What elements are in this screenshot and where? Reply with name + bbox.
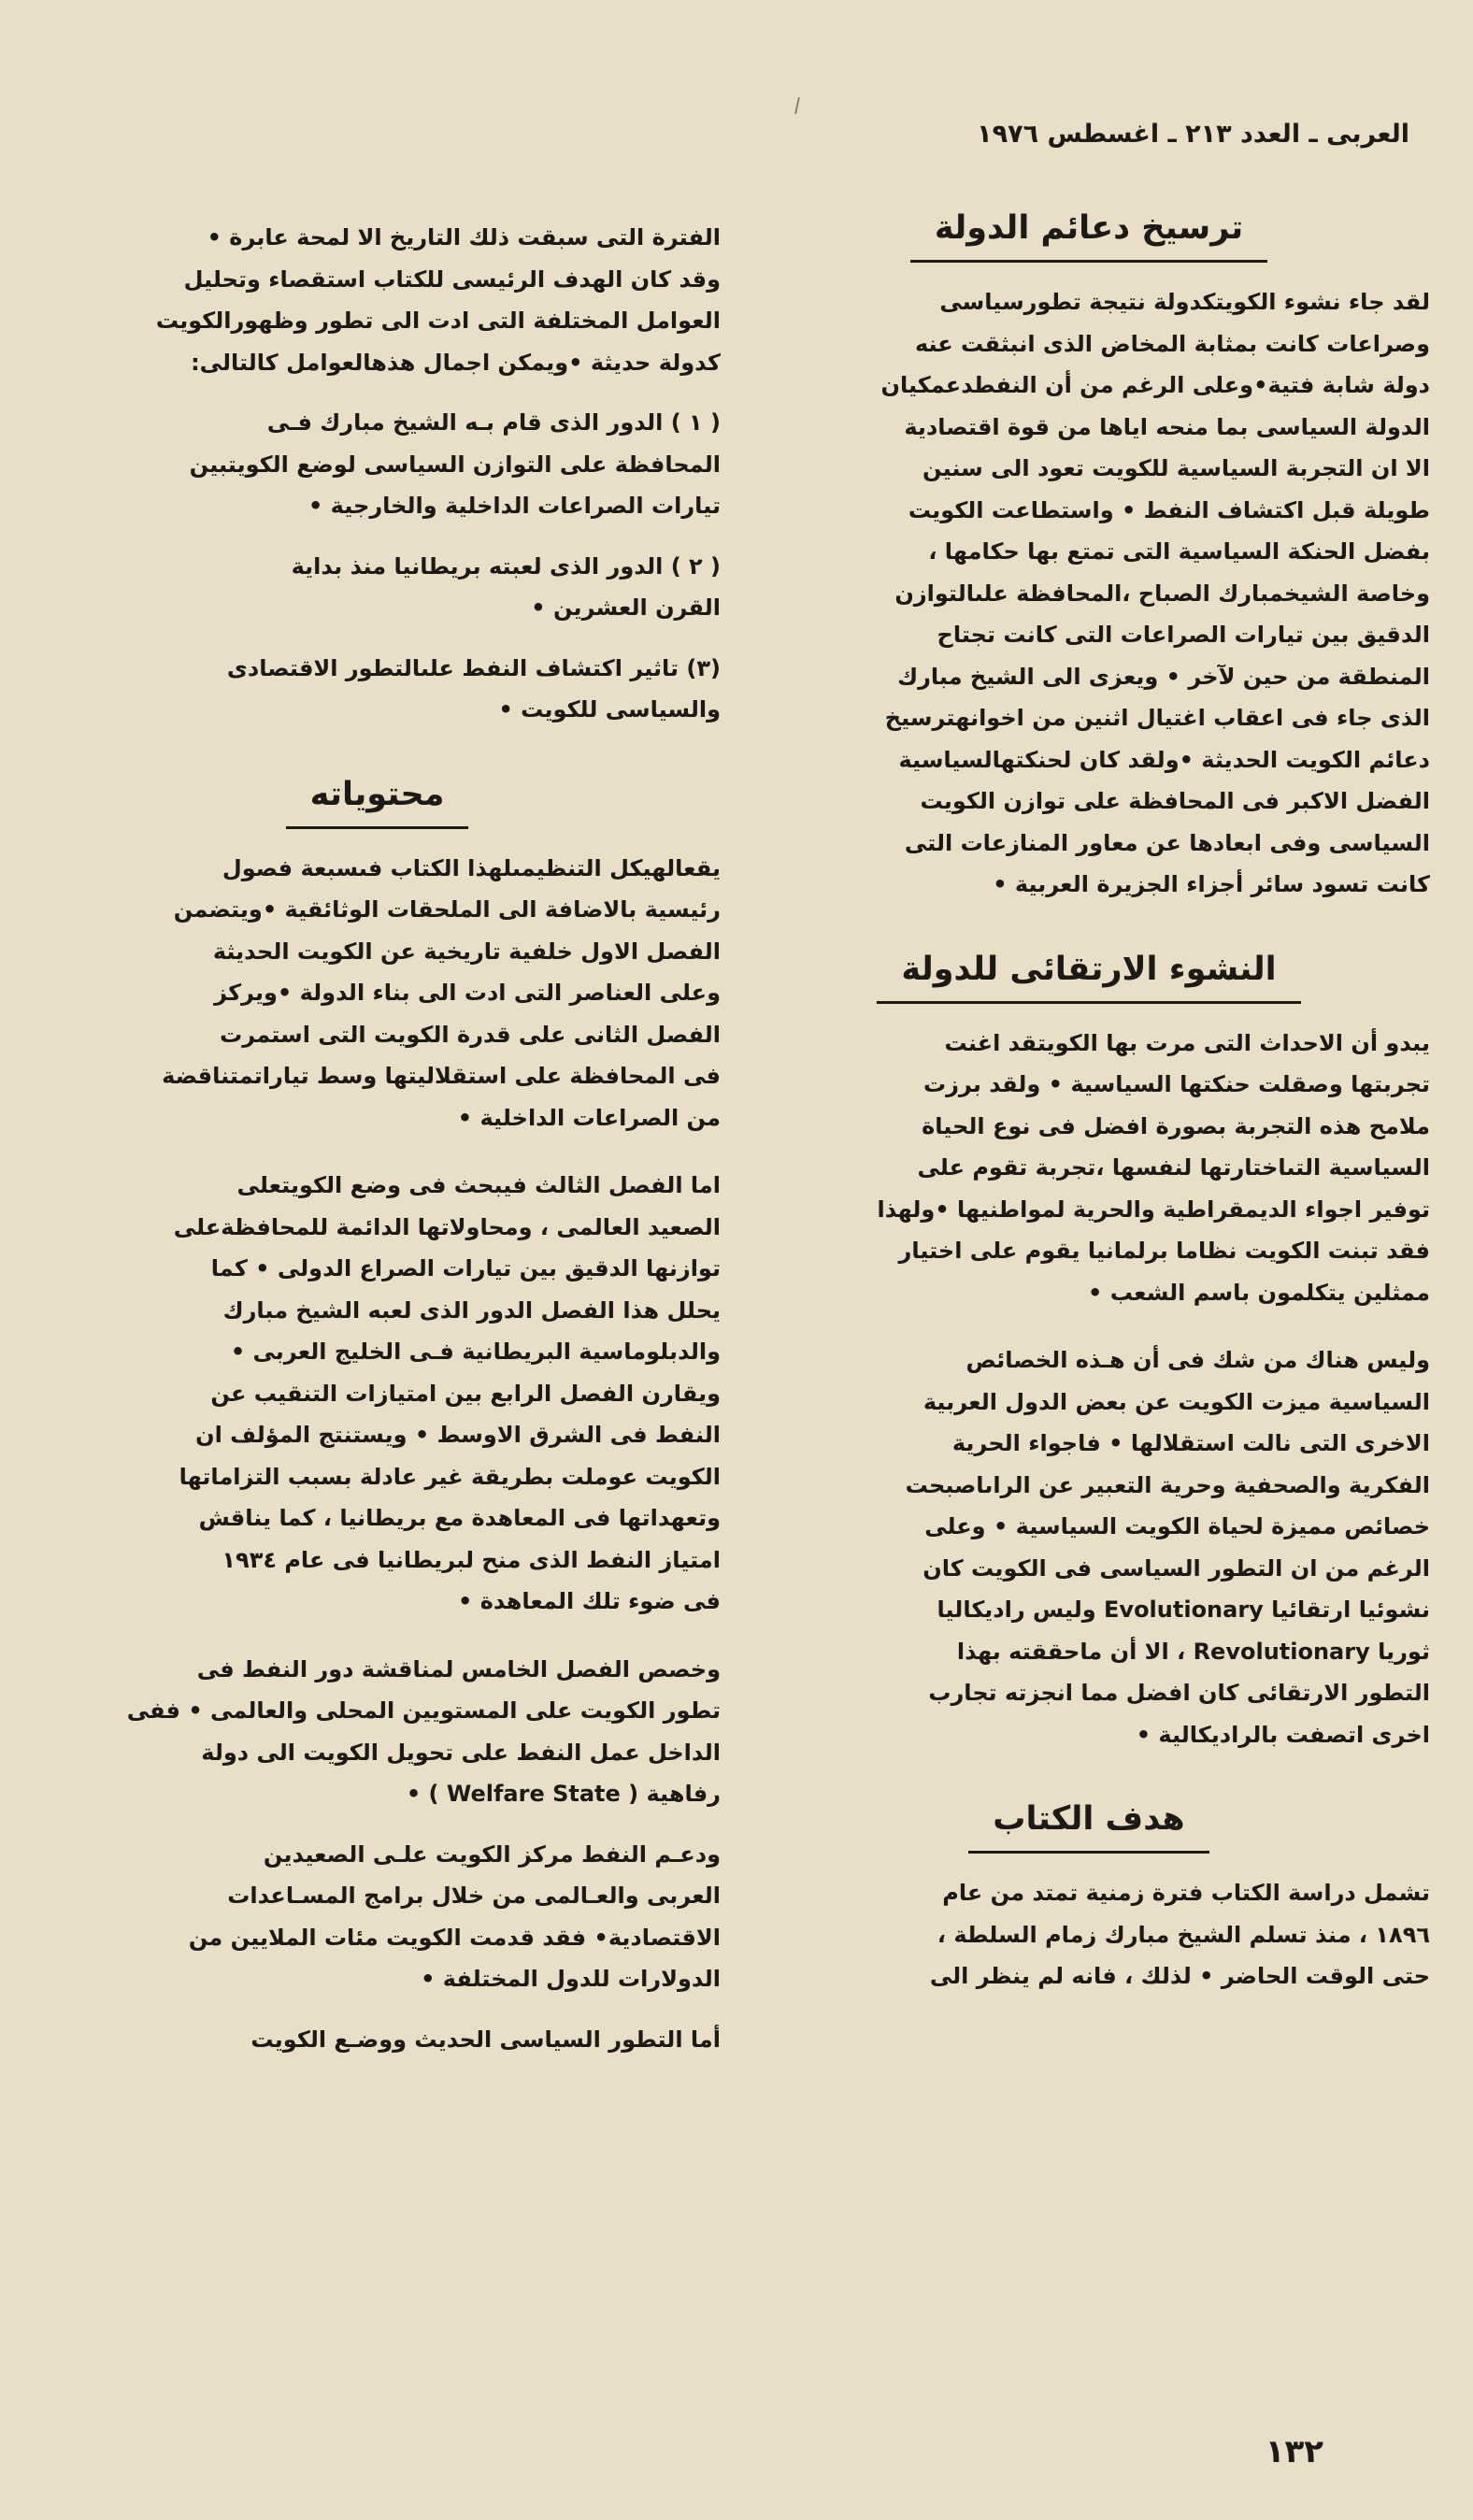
text-line: ( ٢ ) الدور الذى لعبته بريطانيا منذ بداية xyxy=(291,552,721,580)
text-line: خصائص مميزة لحياة الكويت السياسية • وعلى xyxy=(924,1513,1430,1539)
text-line: القرن العشرين • xyxy=(531,594,721,621)
text-line: الفضل الاكبر فى المحافظة على توازن الكويت xyxy=(920,788,1430,814)
text-line: فى المحافظة على استقلاليتها وسط تياراتمتناقضة xyxy=(162,1063,721,1089)
text-line: النفط فى الشرق الاوسط • ويستنتج المؤلف ان xyxy=(195,1422,721,1448)
text-line: دولة شابة فتية•وعلى الرغم من أن النفطدعمكيان xyxy=(880,372,1430,398)
text-line: ودعـم النفط مركز الكويت علـى الصعيدين xyxy=(263,1840,721,1868)
print-mark xyxy=(794,97,800,114)
text-line: الفكرية والصحفية وحرية التعبير عن الراىاصبحت xyxy=(905,1471,1430,1498)
text-line: امتياز النفط الذى منح لبريطانيا فى عام ١٩٣٤ xyxy=(222,1546,721,1573)
text-line: حتى الوقت الحاضر • لذلك ، فانه لم ينظر الى xyxy=(929,1963,1430,1989)
text-line: أما التطور السياسى الحديث ووضـع الكويت xyxy=(250,2026,721,2053)
text-line: الاقتصادية• فقد قدمت الكويت مئات الملايين من xyxy=(188,1924,721,1951)
paragraph-contents-1 xyxy=(34,848,721,1139)
text-line: رئيسية بالاضافة الى الملحقات الوثائقية •ويتضمن xyxy=(173,896,721,923)
text-line: الاخرى التى نالت استقلالها • فاجواء الحرية xyxy=(951,1430,1430,1456)
text-line: الدولة السياسى بما منحه اياها من قوة اقتصادية xyxy=(904,413,1430,440)
text-line: الدولارات للدول المختلفة • xyxy=(421,1966,721,1992)
text-line: ثوريا Revolutionary ، الا أن ماحققته بهذا xyxy=(956,1638,1430,1665)
text-line: وقد كان الهدف الرئيسى للكتاب استقصاء وتحليل xyxy=(183,265,721,293)
text-line: توازنها الدقيق بين تيارات الصراع الدولى • كما xyxy=(210,1255,721,1281)
section-heading-1: ترسيخ دعائم الدولة xyxy=(748,200,1430,263)
paragraph-intro xyxy=(34,217,721,383)
text-line: فى ضوء تلك المعاهدة • xyxy=(458,1588,721,1614)
text-line: تشمل دراسة الكتاب فترة زمنية تمتد من عام xyxy=(942,1880,1430,1906)
paragraph-2 xyxy=(748,1023,1430,1314)
text-line: وليس هناك من شك فى أن هـذه الخصائص xyxy=(965,1347,1430,1373)
text-line: يحلل هذا الفصل الدور الذى لعبه الشيخ مبارك xyxy=(222,1296,721,1324)
left-column xyxy=(34,217,721,2060)
text-line: الا ان التجربة السياسية للكويت تعود الى سنين xyxy=(922,455,1430,481)
text-line: المنطقة من حين لآخر • ويعزى الى الشيخ مبارك xyxy=(897,663,1430,690)
text-line: وعلى العناصر التى ادت الى بناء الدولة •ويركز xyxy=(214,980,721,1006)
text-line: رفاهية ( Welfare State ) • xyxy=(406,1781,721,1807)
text-line: اما الفصل الثالث فيبحث فى وضع الكويتعلى xyxy=(236,1172,721,1198)
text-line: دعائم الكويت الحديثة •ولقد كان لحنكتهالسياسية xyxy=(898,746,1430,773)
text-line: ( ١ ) الدور الذى قام بـه الشيخ مبارك فـى xyxy=(266,409,721,436)
text-line: المحافظة على التوازن السياسى لوضع الكويتبين xyxy=(189,451,721,478)
text-line: وصراعات كانت بمثابة المخاض الذى انبثقت عنه xyxy=(914,330,1430,357)
text-line: طويلة قبل اكتشاف النفط • واستطاعت الكويت xyxy=(908,496,1430,523)
text-line: ممثلين يتكلمون باسم الشعب • xyxy=(1088,1279,1430,1306)
section-heading-contents: محتوياته xyxy=(34,766,721,829)
text-line: الدقيق بين تيارات الصراعات التى كانت تجتاح xyxy=(937,622,1430,648)
page-number: ١٣٢ xyxy=(1265,2433,1323,2470)
text-line: الرغم من ان التطور السياسى فى الكويت كان xyxy=(922,1554,1430,1582)
text-line: ملامح هذه التجربة بصورة افضل فى نوع الحياة xyxy=(922,1112,1430,1139)
list-item-3 xyxy=(34,648,721,731)
paragraph-4 xyxy=(748,1872,1430,1997)
text-line: التطور الارتقائى كان افضل مما انجزته تجارب xyxy=(928,1680,1430,1706)
text-line: السياسى وفى ابعادها عن معاور المنازعات التى xyxy=(904,829,1430,856)
text-line: وتعهداتها فى المعاهدة مع بريطانيا ، كما يناقش xyxy=(198,1505,721,1531)
text-line: يقعالهيكل التنظيمىلهذا الكتاب فىسبعة فصول xyxy=(222,854,721,881)
text-line: كدولة حديثة •ويمكن اجمال هذهالعوامل كالتالى: xyxy=(191,349,721,376)
section-heading-2: النشوء الارتقائى للدولة xyxy=(748,941,1430,1004)
paragraph-1 xyxy=(748,281,1430,906)
paragraph-contents-5 xyxy=(34,2019,721,2061)
text-line: الفترة التى سبقت ذلك التاريخ الا لمحة عابرة • xyxy=(207,224,721,251)
text-line: الفصل الاول خلفية تاريخية عن الكويت الحديثة xyxy=(212,938,721,965)
text-line: العربى والعـالمى من خلال برامج المسـاعدات xyxy=(227,1883,721,1909)
paragraph-contents-3 xyxy=(34,1649,721,1815)
text-line: الصعيد العالمى ، ومحاولاتها الدائمة للمحافظةعلى xyxy=(173,1213,721,1240)
text-line: الفصل الثانى على قدرة الكويت التى استمرت xyxy=(220,1021,721,1048)
text-line: لقد جاء نشوء الكويتكدولة نتيجة تطورسياسى xyxy=(939,289,1430,315)
text-line: الذى جاء فى اعقاب اغتيال اثنين من اخوانهترسيخ xyxy=(884,705,1430,731)
paragraph-contents-4 xyxy=(34,1834,721,2000)
text-line: نشوئيا ارتقائيا Evolutionary وليس راديكاليا xyxy=(937,1596,1430,1623)
text-line: والسياسى للكويت • xyxy=(498,696,721,723)
paragraph-3 xyxy=(748,1339,1430,1755)
text-line: وخاصة الشيخمبارك الصباح ،المحافظة علىالتوازن xyxy=(894,580,1430,607)
text-line: الكويت عوملت بطريقة غير عادلة بسبب التزاماتها xyxy=(179,1463,721,1490)
list-item-2 xyxy=(34,546,721,629)
text-line: تيارات الصراعات الداخلية والخارجية • xyxy=(307,493,721,519)
text-line: السياسية ميزت الكويت عن بعض الدول العربية xyxy=(922,1388,1430,1415)
text-line: يبدو أن الاحداث التى مرت بها الكويتقد اغنت xyxy=(944,1029,1430,1056)
text-line: وخصص الفصل الخامس لمناقشة دور النفط فى xyxy=(196,1655,721,1682)
text-line: تجربتها وصقلت حنكتها السياسية • ولقد برزت xyxy=(922,1071,1430,1097)
section-heading-3: هدف الكتاب xyxy=(748,1791,1430,1854)
text-line: السياسية التىاختارتها لنفسها ،تجربة تقوم على xyxy=(917,1154,1430,1181)
text-line: توفير اجواء الديمقراطية والحرية لمواطنيها •ولهذا xyxy=(877,1196,1430,1223)
text-line: الداخل عمل النفط على تحويل الكويت الى دولة xyxy=(201,1739,721,1766)
text-line: تطور الكويت على المستويين المحلى والعالمى • ففى xyxy=(126,1697,721,1724)
text-line: والدبلوماسية البريطانية فـى الخليج العربى • xyxy=(230,1339,721,1365)
text-line: فقد تبنت الكويت نظاما برلمانيا يقوم على اختيار xyxy=(898,1238,1430,1264)
text-line: ويقارن الفصل الرابع بين امتيازات التنقيب عن xyxy=(210,1380,721,1407)
running-header: العربى ـ العدد ٢١٣ ـ اغسطس ١٩٧٦ xyxy=(977,120,1409,149)
text-line: من الصراعات الداخلية • xyxy=(457,1104,721,1131)
right-column xyxy=(748,200,1430,1997)
paragraph-contents-2 xyxy=(34,1165,721,1623)
text-line: العوامل المختلفة التى ادت الى تطور وظهورالكويت xyxy=(155,308,721,334)
text-line: (٣) تاثير اكتشاف النفط علىالتطور الاقتصادى xyxy=(226,654,721,681)
text-line: بفضل الحنكة السياسية التى تمتع بها حكامها ، xyxy=(928,538,1430,565)
text-line: اخرى اتصفت بالراديكالية • xyxy=(1136,1721,1430,1748)
list-item-1 xyxy=(34,402,721,527)
text-line: كانت تسود سائر أجزاء الجزيرة العربية • xyxy=(993,871,1430,897)
text-line: ١٨٩٦ ، منذ تسلم الشيخ مبارك زمام السلطة ، xyxy=(937,1921,1430,1948)
